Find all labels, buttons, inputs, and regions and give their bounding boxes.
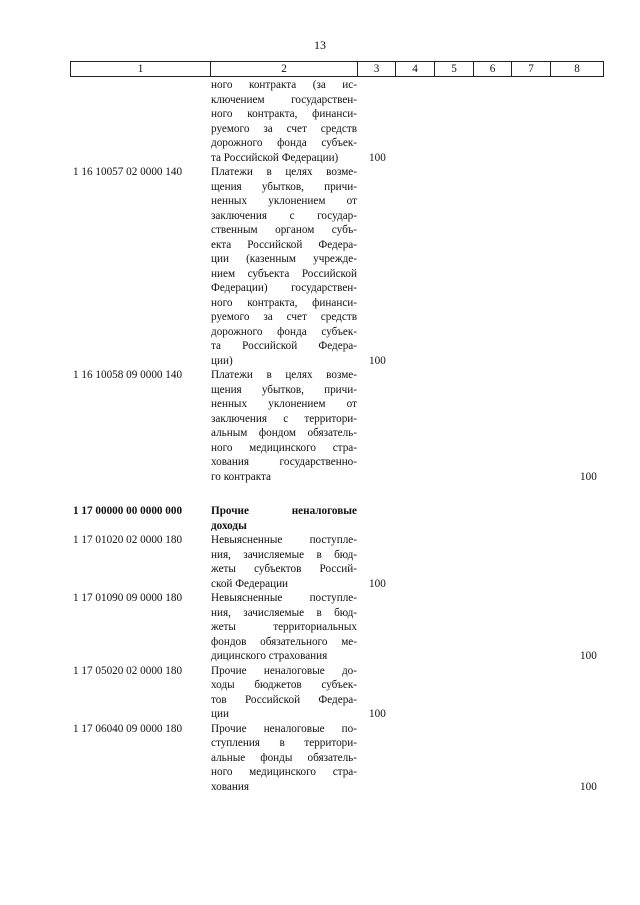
revenue-name-line: заключения с государ- (211, 209, 357, 222)
revenue-name-line: ственным органом субъ- (211, 224, 357, 236)
revenue-name-line: ного контракта, финанси- (211, 296, 357, 309)
table-row (0, 165, 640, 368)
column-header-1: 1 (71, 62, 211, 77)
revenue-name-line: ного медицинского стра- (211, 441, 357, 454)
revenue-name-line: ненных уклонением от (211, 195, 357, 207)
revenue-name-line: Прочие неналоговые (211, 505, 357, 517)
revenue-name-line: го контракта (211, 470, 272, 483)
row-spacer (0, 484, 640, 504)
revenue-name-line: дицинского страхования (211, 650, 328, 662)
revenue-name-line: альным фондом обязатель- (211, 427, 357, 439)
table-row (0, 664, 640, 722)
revenue-name-line: дорожного фонда субъек- (211, 325, 357, 338)
revenue-name-line: Платежи в целях возме- (211, 166, 357, 178)
table-row (0, 533, 640, 591)
table-row (0, 368, 640, 484)
revenue-name-line: хования (211, 780, 249, 793)
revenue-name-line: ненных уклонением от (211, 398, 357, 410)
revenue-name-line: тов Российской Федера- (211, 693, 357, 706)
revenue-name-line: ключением государствен- (211, 93, 357, 106)
column-8-value: 100 (580, 780, 597, 793)
column-header-row (71, 62, 604, 77)
revenue-name-line: жеты территориальных (211, 621, 357, 633)
column-3-value: 100 (369, 577, 386, 590)
revenue-name-line: ступления в территори- (211, 737, 357, 749)
table-row (0, 78, 640, 165)
revenue-name-line: дорожного фонда субъек- (211, 137, 357, 149)
column-header-2: 2 (211, 62, 358, 77)
revenue-name-line: Федерации) государствен- (211, 282, 357, 294)
column-header-4: 4 (396, 62, 435, 77)
budget-code: 1 17 01090 09 0000 180 (73, 592, 183, 604)
revenue-name-line: ходы бюджетов субъек- (211, 679, 357, 691)
column-3-value: 100 (369, 708, 386, 720)
column-header-3: 3 (358, 62, 396, 77)
revenue-name-line: руемого за счет средств (211, 122, 357, 135)
revenue-name-line: Прочие неналоговые до- (211, 664, 357, 677)
budget-code: 1 17 01020 02 0000 180 (73, 534, 183, 546)
revenue-name-line: Платежи в целях возме- (211, 369, 357, 381)
revenue-name-line: руемого за счет средств (211, 311, 357, 323)
revenue-name-line: ного медицинского стра- (211, 766, 357, 778)
budget-code: 1 17 05020 02 0000 180 (73, 664, 183, 677)
revenue-name-line: заключения с территори- (211, 412, 357, 425)
revenue-name-line: ции (казенным учрежде- (211, 253, 357, 265)
table-row (0, 722, 640, 795)
revenue-name-line: хования государственно- (211, 456, 357, 468)
column-header-table (70, 61, 604, 77)
column-header-5: 5 (435, 62, 474, 77)
revenue-name (211, 591, 357, 664)
revenue-name-line: щения убытков, причи- (211, 383, 357, 396)
column-header-6: 6 (474, 62, 512, 77)
revenue-name-line: ного контракта (за ис- (211, 79, 357, 91)
column-header-7: 7 (512, 62, 551, 77)
revenue-name-line: ния, зачисляемые в бюд- (211, 606, 357, 619)
column-8-value: 100 (580, 470, 597, 483)
table-row (0, 504, 640, 533)
budget-code: 1 16 10057 02 0000 140 (73, 166, 183, 178)
revenue-name (211, 504, 357, 533)
budget-code: 1 17 00000 00 0000 000 (73, 505, 183, 517)
budget-code-rows (0, 78, 640, 794)
column-header-8: 8 (551, 62, 604, 77)
revenue-name-line: ного контракта, финанси- (211, 108, 357, 120)
revenue-name-line: альные фонды обязатель- (211, 751, 357, 764)
revenue-name-line: Невыясненные поступле- (211, 592, 357, 604)
column-3-value: 100 (369, 354, 386, 367)
revenue-name (211, 78, 357, 165)
revenue-name-line: ния, зачисляемые в бюд- (211, 548, 357, 561)
revenue-name-line: ции (211, 708, 229, 720)
revenue-name (211, 165, 357, 368)
column-8-value: 100 (580, 650, 597, 662)
budget-code: 1 17 06040 09 0000 180 (73, 722, 183, 735)
revenue-name-line: екта Российской Федера- (211, 238, 357, 251)
revenue-name-line: та Российской Федерации) (211, 151, 339, 164)
revenue-name-line: та Российской Федера- (211, 340, 357, 352)
revenue-name-line: ской Федерации (211, 577, 289, 590)
table-row (0, 591, 640, 664)
revenue-name-line: фондов обязательного ме- (211, 635, 357, 648)
revenue-name (211, 533, 357, 591)
revenue-name (211, 664, 357, 722)
column-3-value: 100 (369, 151, 386, 164)
revenue-name-line: ции) (211, 354, 233, 367)
revenue-name (211, 722, 357, 795)
revenue-name-line: нием субъекта Российской (211, 267, 357, 280)
page-number: 13 (314, 38, 326, 52)
revenue-name-line: Невыясненные поступле- (211, 534, 357, 546)
revenue-name-line: щения убытков, причи- (211, 180, 357, 193)
revenue-name-line: Прочие неналоговые по- (211, 722, 357, 735)
revenue-name (211, 368, 357, 484)
revenue-name-line: доходы (211, 519, 247, 532)
budget-code: 1 16 10058 09 0000 140 (73, 369, 183, 381)
revenue-name-line: жеты субъектов Россий- (211, 563, 357, 575)
